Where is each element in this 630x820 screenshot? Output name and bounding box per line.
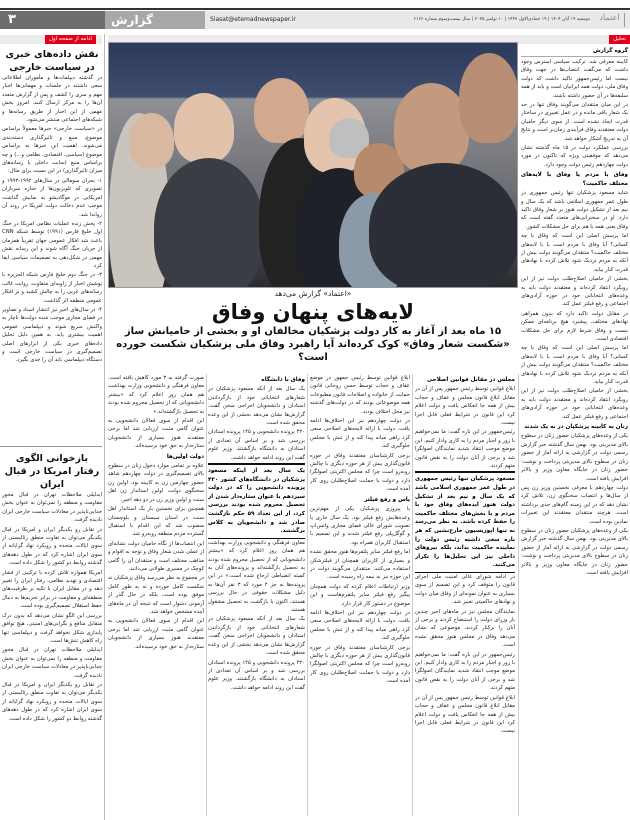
paragraph: در تقابل رو یکدیگر ایران و امریکا در قبال یکدیگر می‌توان به تفاوت منطق رئالیستی از سوی ایالات متحده و رویکرد نهاد گرایانه از سوی ایران اشاره کرد که در طول دهه‌های گذشته روابط دو کشور را شکل داده است. [2, 681, 102, 722]
column-rule [307, 374, 308, 816]
paragraph: در مقابل دولت تاکید دارد که بدون همراهی نهادهای مختلف، پیشبرد هیچ برنامه‌ای ممکن نیست و وفاق شرط لازم برای حل مشکلات اقتصادی است. [521, 310, 628, 342]
paragraph: بخشی از حامیان اصلاح‌طلب دولت نیز از این رویکرد انتقاد کرده‌اند و معتقدند دولت باید به وعده‌های انتخاباتی خود در حوزه آزادی‌های اجتماعی و رفع فیلتر عمل کند. [521, 276, 628, 308]
paragraph: ۲- پخش زنده عملیات نظامی امریکا در جنگ اول خلیج فارس (۱۹۹۱) توسط شبکه CNN باعث شد افکار عمومی جهان تقریباً همزمان از جریان جنگ آگاه شوند و این رسانه نقش مهمی در شکل‌دهی به تصمیمات سیاسی ایفا کرد. [2, 220, 102, 269]
paragraph: وزیر ارتباطات اعلام کرده که دولت همچنان پیگیر رفع فیلتر سایر پلتفرم‌هاست و این موضوع در دستور کار قرار دارد. [310, 583, 410, 607]
article-us-iran [2, 452, 102, 816]
article-body [2, 491, 102, 724]
paragraph: نمایندگان مجلس نیز در ماه‌های اخیر چندین بار وزرای دولت را استیضاح کردند و برخی از آنان را برکنار کردند، موضوعی که نشان می‌دهد وفاق در مجلس هنوز محقق نشده است. [415, 608, 515, 649]
page-number: ۳ [0, 11, 105, 29]
paragraph: در گذشته دیپلمات‌ها و مأموران اطلاعاتی سعی داشتند در جلسات و مهمانی‌ها اخبار مهم و سری را کشف و پس از گزارش متعدد آن‌ها را به مرکز ارسال کنند. امروز بخش مهمی از این اخبار از طریق رسانه‌ها و شبکه‌های اجتماعی منتشر می‌شود. [2, 75, 102, 124]
body-column-2 [310, 374, 410, 816]
paragraph: برخی کارشناسان معتقدند وفاق در حوزه قانون‌گذاری بیش از هر حوزه دیگری با چالش روبه‌رو است چرا که مجلس اکثریتی اصولگرا دارد و دولت با حمایت اصلاح‌طلبان روی کار آمده است. [310, 644, 410, 685]
pull-quote: مسعود پزشکیان تنها رئیس جمهوری در طول عمر جمهوری اسلامی باشد که یک سال و نیم بعد از تشکیل دولت هنوز ایده‌های وفاق خود با مردم و با بخش‌های مختلف حاکمیت را حفظ کرده باشد. به نظر می‌رسد نه تنها اپوزیسیون خارج‌نشین که هر باره سعی داشته رئیس دولت را نماینده حاکمیت بداند، بلکه نیروهای داخلی نیز این تحلیل‌ها را تکرار می‌کنند. [415, 471, 515, 573]
subheading: وفاق با مردم یا وفاق با لایه‌های مختلف حاکمیت؟ [521, 172, 628, 187]
paragraph: یک سال بعد از آنکه مسعود پزشکیان در شعارهای انتخاباتی خود از بازگرداندن استادان و دانشجویان اخراجی سخن گفت، گزارش‌ها نشان می‌دهد بخشی از این وعده محقق شده است. [208, 616, 305, 657]
paragraph: همچنین برای نخستین بار یک استاندار اهل سنت در استان سیستان و بلوچستان منصوب شد که این اقدام با استقبال گسترده مردم منطقه روبه‌رو شد. [108, 506, 204, 538]
article-body [2, 74, 102, 366]
paragraph: در مجموع به نظر می‌رسد وفاق پزشکیان نه شکست کامل خورده و نه به طور کامل موفق بوده است، بلکه در حال گذر از آزمونی دشوار است که نتیجه آن در ماه‌های آینده مشخص خواهد شد. [108, 575, 204, 615]
paragraph: کابینه معرفی شد. ترکیب سیاسی استرس وجود داشت که می‌گفت انتصاب‌ها در جهت وفاق نیست اما رئیس‌جمهور تاکید داشت که دولت وفاق ملی، دولت همه ایرانیان است و باید از همه سلیقه‌ها در آن حضور داشته باشند. [521, 59, 628, 99]
paragraph: در دولت چهاردهم نیز این اختلاف‌ها ادامه یافت. دولت با ارائه لایحه‌های اصلاحی سعی کرد راهی میانه پیدا کند و از تنش با مجلس جلوگیری کند. [310, 418, 410, 450]
kicker: «اعتماد» گزارش می‌دهد [274, 289, 352, 298]
pull-quote: یک سال بعد از اینکه مسعود پزشکیان در دانشگاه‌های کشور ۴۳۰ پرونده دانشجویی را که در دولت سیزدهم با عنوان ستاره‌دار شدن از تحصیل محروم شده بودند بررسی کرد، از این تعداد ۵۹ حکم بازگشت صادر شد و دانشجویان به کلاس برگشتند. [208, 463, 305, 539]
paragraph: رئیس‌جمهور در این باره گفت: ما نمی‌خواهیم با زور و اجبار مردم را به کاری وادار کنیم. این موضع موجب انتقاد شدید نمایندگان اصولگرا شد و برخی از آنان دولت را به نقض قانون متهم کردند. [415, 651, 515, 692]
paragraph: شاید مسعود پزشکیان تنها رئیس جمهوری در طول عمر جمهوری اسلامی باشد که یک سال و نیم بعد از تشکیل دولت هنوز بر شعار وفاق تاکید دارد. او در سخنرانی‌های متعدد گفته است که وفاق یعنی همه با هم برای حل مشکلات کشور. [521, 190, 628, 230]
column-rule [518, 374, 519, 816]
paragraph: در این میان منتقدان می‌گویند وفاق تنها در حد یک شعار باقی مانده و در عمل تغییری در ساختار قدرت ایجاد نشده است. از سوی دیگر حامیان دولت معتقدند وفاق فرآیندی زمان‌بر است و نتایج آن به تدریج آشکار خواهد شد. [521, 102, 628, 142]
paragraph: امریکا همواره تلاش کرده با ترکیبی از فشار اقتصادی و تهدید نظامی، رفتار ایران را تغییر دهد و در مقابل ایران با تکیه بر ظرفیت‌های منطقه‌ای و مقاومت در برابر تحریم‌ها به دنبال حفظ استقلال تصمیم‌گیری بوده است. [2, 569, 102, 610]
paragraph: در «سیاست خارجی» خبرها معمولاً براساس موضوع، منبع و تاثیرگذاری دسته‌بندی می‌شوند. اهمیت این خبرها به براساس موضوع (سیاسی، اقتصادی، نظامی و...) و چه براساس منبع (سایت داخلی یا رسانه‌های میزان تاثیرگذاری) در این نسبت برای مثال: [2, 126, 102, 175]
top-rule [0, 8, 630, 10]
paragraph: ۴۳۰ پرونده دانشجویی و ۱۴۵ پرونده استادان بررسی شد و بر اساس آن تعدادی از استادان به دانشگاه بازگشتند. وزیر علوم گفت این روند ادامه خواهد داشت. [208, 659, 305, 691]
column-rule [206, 374, 207, 816]
paragraph: اما پرسش اصلی این است که وفاق با چه کسانی؟ آیا وفاق با مردم است یا با لایه‌های مختلف حاکمیت؟ منتقدان می‌گویند دولت بیش از آنکه به مردم نزدیک شود تلاش کرده با نهادهای قدرت کنار بیاید. [521, 345, 628, 386]
right-column [521, 46, 628, 816]
analysis-tag: تحلیل [609, 35, 630, 44]
news-photo [108, 42, 518, 288]
paragraph: رئیس‌جمهور در این باره گفت: ما نمی‌خواهیم با زور و اجبار مردم را به کاری وادار کنیم. این موضع موجب انتقاد شدید نمایندگان اصولگرا شد و برخی از آنان دولت را به نقض قانون متهم کردند. [415, 429, 515, 470]
paragraph: ایدلیلی ملاحظات تهران در قبال محور مقاومت و منطقه را نمی‌توان به عنوان بخش جدایی‌ناپذیر در معادلات سیاست خارجی ایران نادیده گرفت. [2, 492, 102, 524]
paragraph: اما رفع فیلتر سایر پلتفرم‌ها هنوز محقق نشده و بسیاری از کاربران همچنان از فیلترشکن استفاده می‌کنند. منتقدان می‌گویند دولت در این حوزه نیز به نیمه راه رسیده است. [310, 549, 410, 581]
paragraph: ابلاغ قوانین توسط رئیس جمهور در موضع عفاف و حجاب توسط حسن روحانی قانون حمایت از خانواده و اصلاحات قانون مطبوعات همه موضوعاتی بودند که در دولت‌های گذشته نیز محل اختلاف بودند. [310, 375, 410, 415]
paragraph: با پیروزی پزشکیان یکی از مهم‌ترین وعده‌هایش رفع فیلتر بود. یک سال جاری با تصویب شورای عالی فضای مجازی واتس‌اپ و گوگل‌پلی رفع فیلتر شدند و این تصمیم با استقبال کاربران همراه بود. [310, 506, 410, 546]
article-title: بازخوانی الگوی رفتار امریکا در قبال ایران [4, 453, 100, 490]
paragraph: معاون فرهنگی و دانشجویی وزارت بهداشت هم همان روز اعلام کرد که «بیشتر دانشجویانی که از تحصیل محروم شده بودند به تحصیل بازگشته‌اند و پرونده‌های آنان به کمیته انضباطی ارجاع شده است.» در این پرونده‌ها به جز ۴ مورد که ۳ نفر آن‌ها به دلیل مشکلات حقوقی در حال بررسی هستند، اکنون با بازگشت به تحصیل مشغول هستند. [208, 539, 305, 614]
subheading: دولت اولین‌ها [166, 453, 204, 460]
column-rule [412, 374, 413, 816]
email-link[interactable]: Siasat@etemadnewspaper.ir [210, 16, 296, 23]
paragraph: ۱- بحران سومالی در سال‌های ۱۹۹۲-۱۹۹۳ و تصویری که تلویزیون‌ها از جنازه سربازان امریکایی در موگادیشو به نمایش گذاشت موجب عدم دخالت دولت امریکا در روند آن رواندا شد. [2, 177, 102, 218]
paragraph: ابلاغ قوانین توسط رئیس جمهور پس از آن در مقابل ابلاغ قانون مجلس و عفاف و حجاب بیش از همه جا انعکاس یافت و دولت اعلام کرد این قانون در شرایط فعلی قابل اجرا نیست. [415, 694, 515, 735]
subheadline: ۱۵ ماه بعد از آغاز به کار دولت پزشکیان مخالفان او و بخشی از حامیانش ساز «شکست شعار وفاق» کوک کرده‌اند آیا راهبرد وفاق ملی پزشکیان شکست خورده است؟ [116, 326, 510, 363]
paragraph: این اقدام از سوی فعالان دانشجویی به عنوان گامی مثبت ارزیابی شد اما برخی معتقدند هنوز بسیاری از دانشجویان ستاره‌دار به حق خود نرسیده‌اند. [108, 418, 204, 450]
paragraph: بررسی این الگو نشان می‌دهد که بدون درک متقابل منافع و نگرانی‌های امنیتی، هیچ توافق پایداری شکل نخواهد گرفت و دیپلماسی تنها راه کاهش تنش‌ها است. [2, 612, 102, 644]
article-title: نقش داده‌های خبری در سیاست خارجی [5, 49, 99, 73]
body-column-3 [208, 374, 305, 816]
paragraph: در دولت چهاردهم نیز این اختلاف‌ها ادامه یافت. دولت با ارائه لایحه‌های اصلاحی سعی کرد راهی میانه پیدا کند و از تنش با مجلس جلوگیری کند. [310, 609, 410, 642]
paragraph: ۴- در سال‌های اخیر نیز انتشار اسناد و تصاویر در فضای مجازی موجب شده دولت‌ها ناچار به واکنش سریع شوند و دیپلماسی عمومی اهمیت بیشتری یابد. به همین دلیل تحلیل داده‌های خبری یکی از ابزارهای اصلی تصمیم‌گیری در سیاست خارجی است و دستگاه دیپلماسی باید آن را جدی بگیرد. [2, 306, 102, 364]
subheading: یاس و رفع فیلتر [364, 496, 410, 503]
subheading: وفاق با دانشگاه [261, 377, 305, 383]
continued-tag: ادامه از صفحه اول [45, 35, 96, 44]
newspaper-logo: اعتماد [595, 13, 625, 27]
body-column-4 [108, 374, 204, 816]
paragraph: ابلاغ قوانین توسط رئیس جمهور پس از آن در مقابل ابلاغ قانون مجلس و عفاف و حجاب بیش از همه جا انعکاس یافت و دولت اعلام کرد این قانون در شرایط فعلی قابل اجرا نیست. [415, 386, 515, 427]
article-separator [0, 446, 102, 447]
paragraph: یک سال بعد از آنکه مسعود پزشکیان در شعارهای انتخاباتی خود از بازگرداندن استادان و دانشجویان اخراجی سخن گفت، گزارش‌ها نشان می‌دهد بخشی از این وعده محقق شده است. [208, 386, 305, 427]
paragraph: این اقدام از سوی فعالان دانشجویی به عنوان گامی مثبت ارزیابی شد اما برخی معتقدند هنوز بسیاری از دانشجویان ستاره‌دار به حق خود نرسیده‌اند. [108, 618, 204, 650]
paragraph: بررسی عملکرد دولت در ۱۵ ماه گذشته نشان می‌دهد که موفقیتی ویژه که تاکنون در مورد دولت چهاردهم رئیس دولت وجود دارد. [521, 145, 628, 168]
column-divider [104, 34, 105, 820]
subheading: مجلس در مقابل قوانین اصلاحی [426, 377, 515, 383]
paragraph: ۴۳۰ پرونده دانشجویی و ۱۴۵ پرونده استادان بررسی شد و بر اساس آن تعدادی از استادان به دانشگاه بازگشتند. وزیر علوم گفت این روند ادامه خواهد داشت. [208, 429, 305, 461]
paragraph: ۳- در جنگ دوم خلیج فارس شبکه الجزیره با پوشش اخبار از زاویه‌ای متفاوت، روایت غالب رسانه‌های غربی را به چالش کشید و بر افکار عمومی منطقه اثر گذاشت. [2, 272, 102, 304]
paragraph: یکی از وعده‌های پزشکیان حضور زنان در سطوح بالای مدیریتی بود. بهمن سال گذشته خبر گزارش رسمی دولت در گزارشی به ارائه آمار از حضور زنان در سطوح بالای مدیریتی پرداخت و نوشت: حضور زنان در جایگاه معاون وزیر و بالاتر افزایش یافته است. [521, 527, 628, 576]
byline: گروه گزارش [521, 48, 628, 57]
paragraph: در تقابل رو یکدیگر ایران و امریکا در قبال یکدیگر می‌توان به تفاوت منطق رئالیستی از سوی ایالات متحده و رویکرد نهاد گرایانه از سوی ایران اشاره کرد که در طول دهه‌های گذشته روابط دو کشور را شکل داده است. [2, 526, 102, 567]
body-column-1 [415, 374, 515, 816]
section-title: گزارش [105, 11, 205, 29]
headline: لایه‌های پنهان وفاق [211, 300, 415, 324]
paragraph: اما پرسش اصلی این است که وفاق با چه کسانی؟ آیا وفاق با مردم است یا با لایه‌های مختلف حاکمیت؟ منتقدان می‌گویند دولت بیش از آنکه به مردم نزدیک شود تلاش کرده با نهادهای قدرت کنار بیاید. [521, 233, 628, 273]
date-line: دوشنبه ۱۹ آبان ۱۴۰۴ | ۱۹ جمادی‌الاول ۱۴۴۷ | ۱۰ نوامبر ۲۰۲۵ | سال بیست‌وسوم شماره ۶۱۶۶ [413, 17, 590, 22]
paragraph: علاوه بر تمامی موارد دخول زنان در سطوح بالای تصمیم‌گیری در دولت چهاردهم شاهد حضور چهارمین زن به کابینه بود. اولین زن سخنگوی دولت، اولین استاندار زن اهل سنت و اولین وزیر زن در دو دهه اخیر. [108, 463, 204, 503]
paragraph: برخی کارشناسان معتقدند وفاق در حوزه قانون‌گذاری بیش از هر حوزه دیگری با چالش روبه‌رو است چرا که مجلس اکثریتی اصولگرا دارد و دولت با حمایت اصلاح‌طلبان روی کار آمده است. [310, 452, 410, 493]
column-body [521, 58, 628, 578]
paragraph: در ادامه شورای عالی امنیت ملی اجرای قانون را متوقف کرد و این تصمیم از سوی بسیاری به عنوان نمونه‌ای از وفاق میان دولت و نهادهای حاکمیتی تعبیر شد. [415, 574, 515, 606]
paragraph: دولت چهاردهم با معرفی نخستین وزیر زن پس از سال‌ها و انتصاب سخنگوی زن، تلاش کرد نشان دهد که در این زمینه گام‌های جدی برداشته است، هرچند منتقدان معتقدند این تغییرات نمادین بوده است. [521, 484, 628, 525]
paragraph: یکی از وعده‌های پزشکیان حضور زنان در سطوح بالای مدیریتی بود. بهمن سال گذشته خبر گزارش رسمی دولت در گزارشی به ارائه آمار از حضور زنان در سطوح بالای مدیریتی پرداخت و نوشت: حضور زنان در جایگاه معاون وزیر و بالاتر افزایش یافته است. [521, 433, 628, 482]
subheading: زنان به کابینه پزشکیان در نه یک شدند [524, 424, 628, 431]
article-news-data [2, 48, 102, 443]
paragraph: این انتصاب‌ها از نگاه حامیان دولت نشانه‌ای از عملی شدن شعار وفاق و توجه به اقوام و مذاهب مختلف است و منتقدان آن را گامی کوچک در مسیری طولانی می‌دانند. [108, 540, 204, 572]
paragraph: صورت گرفته به ۳ مورد کاهش یافته است. معاون فرهنگی و دانشجویی وزارت بهداشت هم همان روز اعلام کرد که «بیشتر دانشجویانی که از تحصیل محروم شده بودند به تحصیل بازگشته‌اند.» [108, 375, 204, 415]
paragraph: بخشی از حامیان اصلاح‌طلب دولت نیز از این رویکرد انتقاد کرده‌اند و معتقدند دولت باید به وعده‌های انتخاباتی خود در حوزه آزادی‌های اجتماعی و رفع فیلتر عمل کند. [521, 388, 628, 420]
headline-block [108, 289, 518, 364]
paragraph: ایدلیلی ملاحظات تهران در قبال محور مقاومت و منطقه را نمی‌توان به عنوان بخش جدایی‌ناپذیر در معادلات سیاست خارجی ایران نادیده گرفت. [2, 647, 102, 679]
